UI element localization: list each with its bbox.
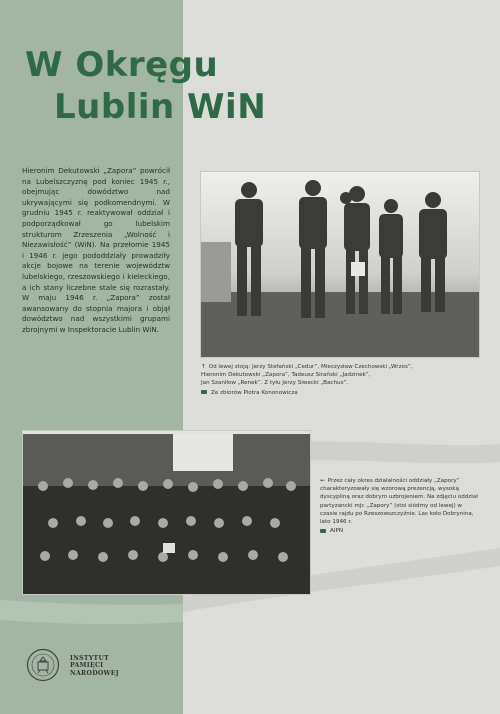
body-paragraph: Hieronim Dekutowski „Zapora” powrócił na Lubelszczyznę pod koniec 1945 r., obejmując dowództwo nad ukrywającymi się podkomendnymi. W grudniu 1945 r. reaktywował oddział i podporządkował go lubelskim strukturom Zrzeszenia „Wolność i Niezawisłość” (WiN). Na przełomie 1945 i 1946 r. jego pododdziały prowadziły akcje bojowe na terenie województw lubelskiego, rzeszowskiego i kieleckiego, a ich stany liczebne stale się rozrastały. W maju 1946 r. „Zapora” został awansowany do stopnia majora i objął dowództwo nad wszystkimi grupami zbrojnymi w Inspektoracie Lublin WiN. [22,166,170,334]
caption-1-line-3: Jan Szaniłow „Renek”. Z tyłu Jerzy Siwecki „Bachus”. [201,380,349,387]
caption-1-line-1: ↑ Od lewej stoją: Jerzy Stefański „Cedur”, Mieczysław Czechowski „Wrzos”, [201,364,413,370]
ipn-logo [26,648,146,682]
page-title [25,44,266,128]
title-line-2: Lublin WiN [54,87,267,127]
arrow-up-icon: ↑ [201,364,206,370]
caption-photo-2 [320,477,480,535]
ipn-seal-icon [26,648,60,682]
photo-soldiers-standing [200,171,480,358]
title-line-1: W Okręgu [25,45,219,85]
arrow-left-icon: ← [320,478,325,484]
caption-2-credit: AIPN [320,527,480,535]
caption-1-line-2: Hieronim Dekutowski „Zapora”, Tadeusz Sirański „Jadzinek”, [201,372,371,379]
camera-icon [201,390,207,394]
caption-2-text: ← Przez cały okres działalności oddziały „Zapory” charakteryzowały się wzorową prezencją, wysoką dyscypliną oraz dobrym uzbrojeniem. Na zdjęciu oddział partyzancki mjr. „Zapory” (stoi siódmy od lewej) w czasie rajdu po Rzeszowszczyźnie. Las koło Dobrynina, lato 1946 r. [320,478,478,526]
photo-partisan-group [22,430,311,595]
caption-photo-1 [201,363,461,397]
camera-icon [320,529,326,533]
ipn-name: INSTYTUT PAMIĘCI NARODOWEJ [70,655,120,677]
caption-1-credit: Ze zbiorów Piotra Kononowicza [201,389,461,397]
